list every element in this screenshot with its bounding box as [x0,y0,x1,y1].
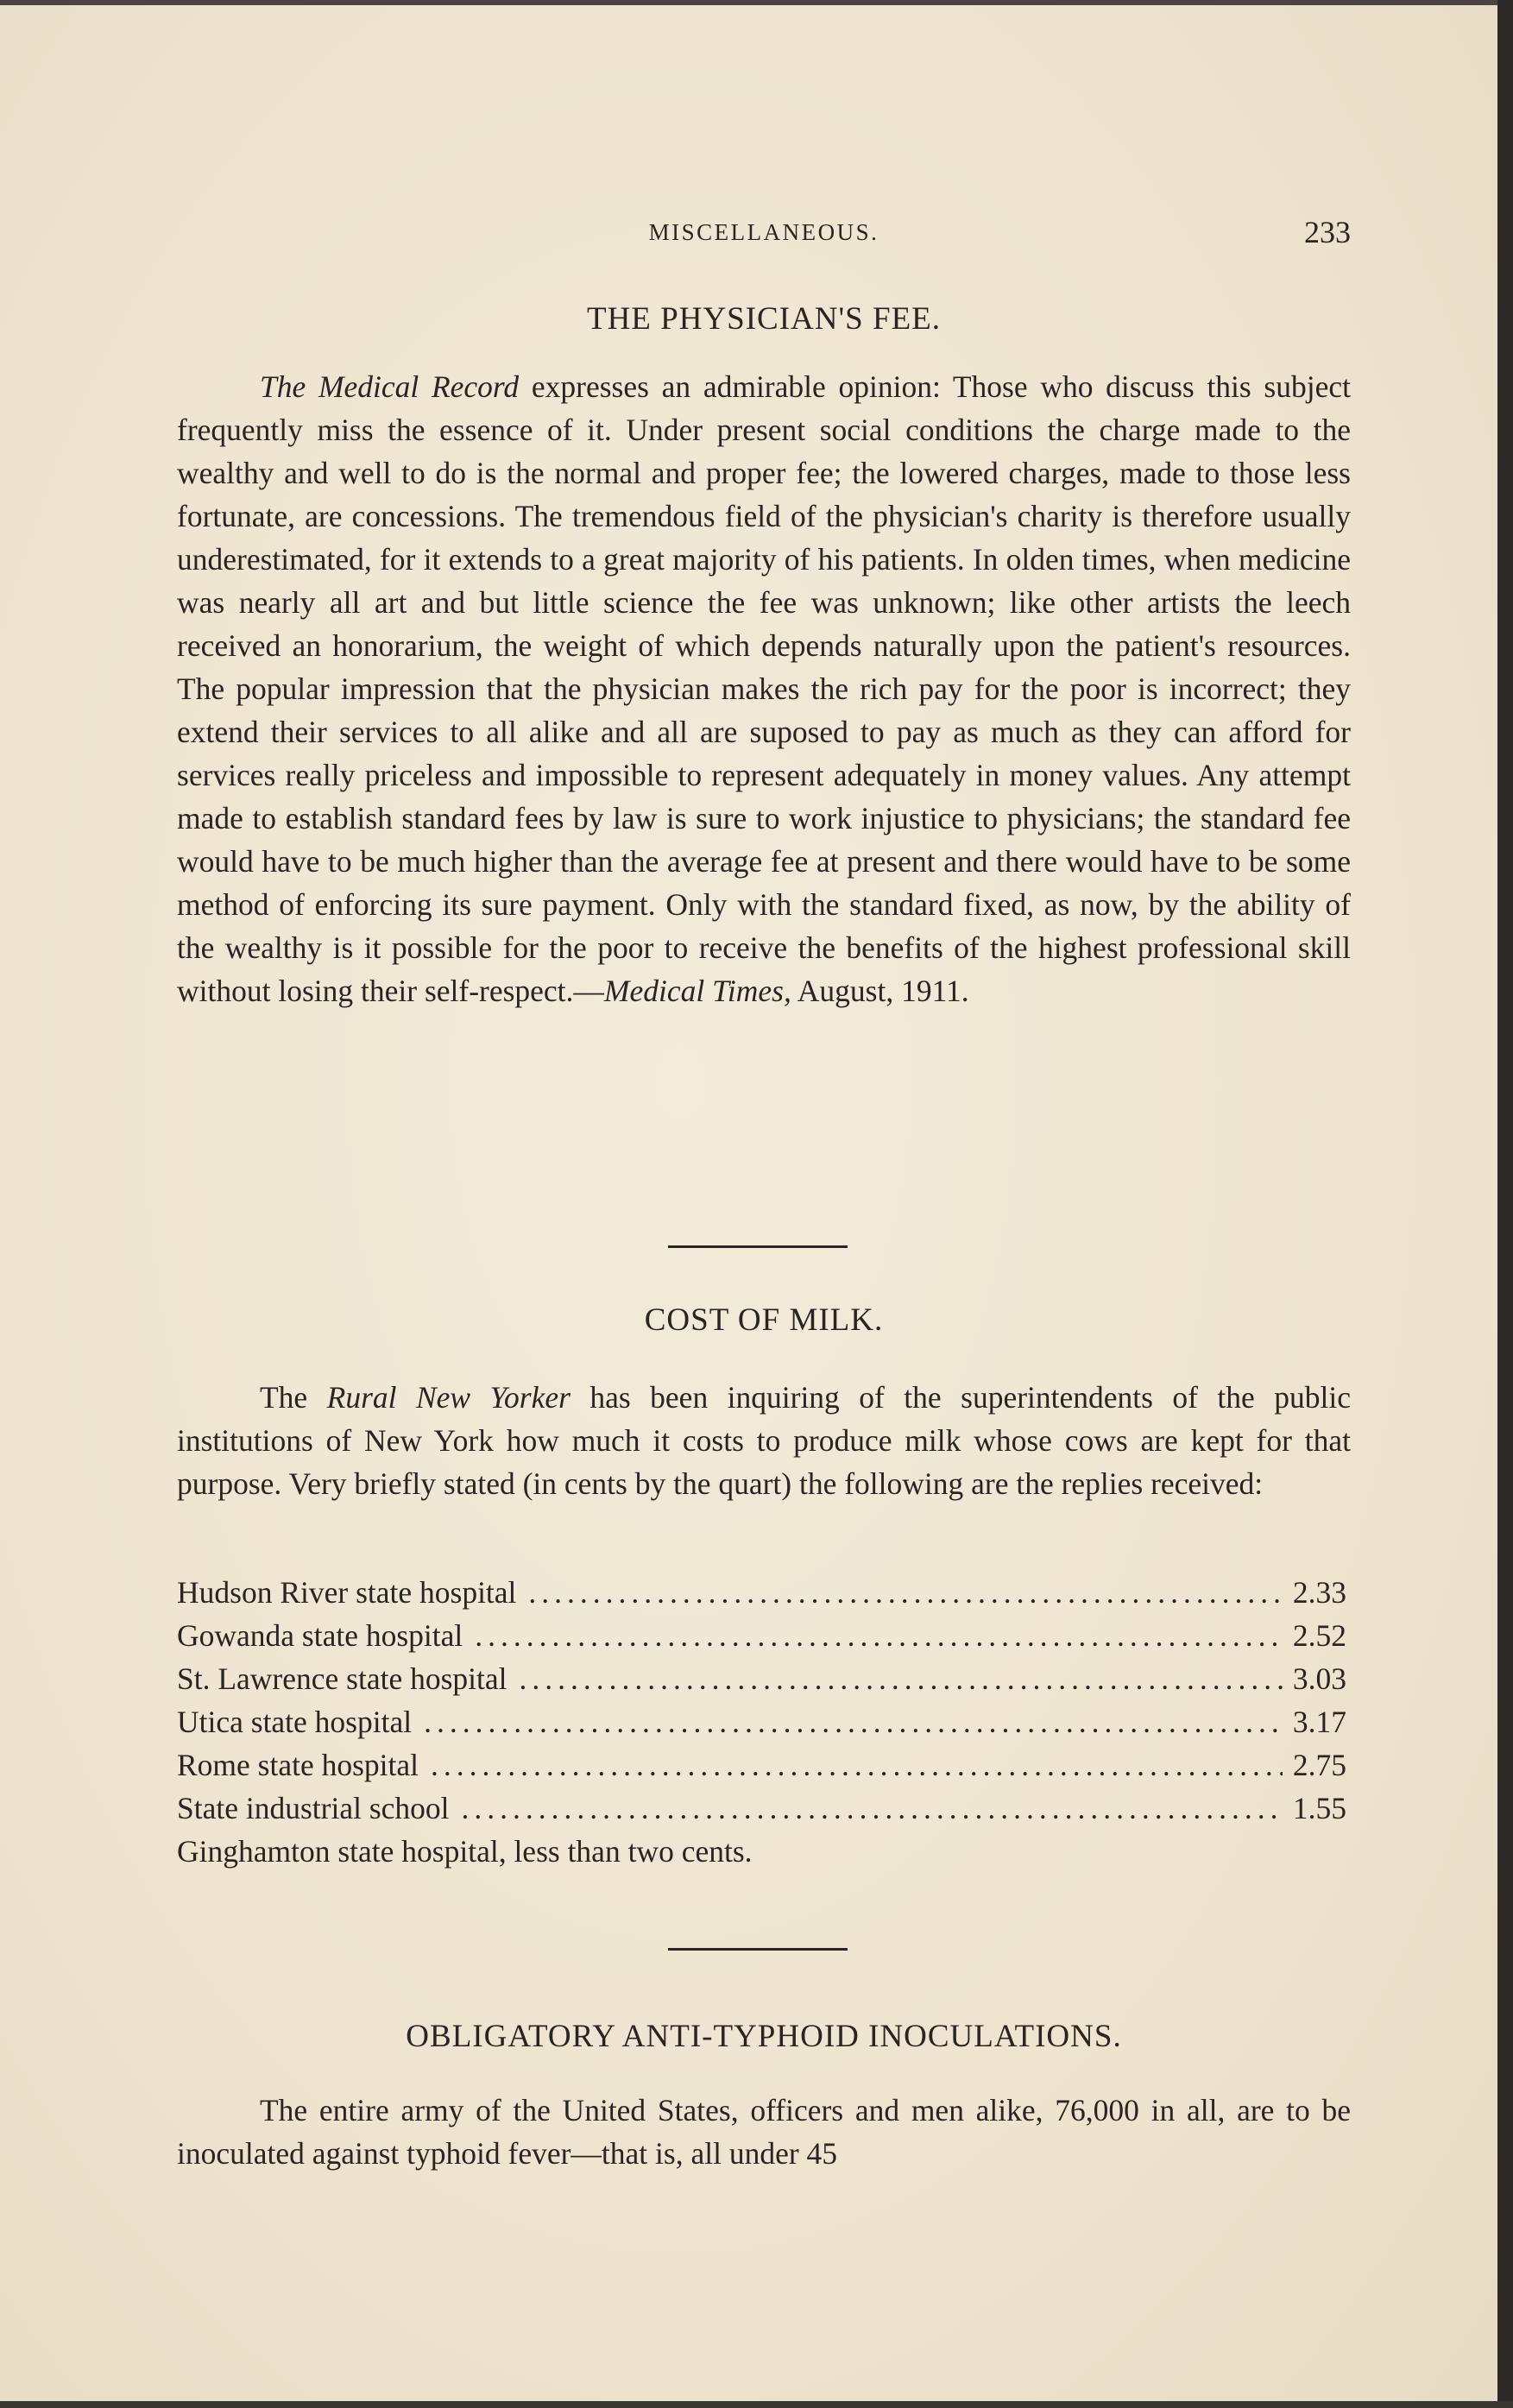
cost-value: 3.03 [1292,1661,1346,1696]
source-citation: Medical Times, [603,974,791,1008]
institution-name: Gowanda state hospital [177,1618,463,1653]
publication-title: Rural New Yorker [326,1380,571,1415]
section-heading-cost-of-milk: COST OF MILK. [644,1302,884,1338]
physicians-fee-paragraph [177,365,1351,1012]
table-row [177,1700,1346,1743]
table-row [177,1571,1346,1614]
paragraph-text: expresses an admirable opinion: Those who discuss this subject frequently miss the essence of it. Under present social conditions the charge made to the wealthy and well to do is the normal and proper fee; the lowered charges, made to those less fortunate, are concessions. The tremendous field of the physician's charity is therefore usually underestimated, for it extends to a great majority of his patients. In olden times, when medicine was nearly all art and but little science the fee was unknown; like other artists the leech received an honorarium, the weight of which depends naturally upon the patient's resources. The popular impression that the physician makes the rich pay for the poor is incorrect; they extend their services to all alike and all are suposed to pay as much as they can afford for services really priceless and impossible to represent adequately in money values. Any attempt made to establish standard fees by law is sure to work injustice to physicians; the standard fee would have to be much higher than the average fee at present and there would have to be some method of enforcing its sure payment. Only with the standard fixed, as now, by the ability of the wealthy is it possible for the poor to receive the benefits of the highest professional skill without losing their self-respect.— [177,369,1351,1008]
cost-value: 1.55 [1292,1791,1346,1825]
dot-leader [431,1743,1283,1787]
running-head: MISCELLANEOUS. [648,219,879,245]
cost-value: 2.33 [1292,1575,1346,1610]
institution-name: Hudson River state hospital [177,1575,517,1610]
section-divider [668,1245,848,1248]
institution-note: Ginghamton state hospital, less than two cents. [177,1834,753,1869]
dot-leader [528,1571,1282,1614]
intro-text: has been inquiring of the superintendents of the public institutions of New York how much it costs to produce milk whose cows are kept for that purpose. Very briefly stated (in cents by the quart) the following are the replies received: [177,1380,1351,1501]
institution-name: State industrial school [177,1791,450,1825]
cost-value: 3.17 [1292,1705,1346,1739]
cost-value: 2.52 [1292,1618,1346,1653]
publication-title: The Medical Record [260,369,520,404]
dot-leader [424,1700,1283,1743]
anti-typhoid-paragraph: The entire army of the United States, officers and men alike, 76,000 in all, are to be inoculated against typhoid fever—that is, all under 45 [177,2093,1351,2171]
page-header [177,214,1351,257]
section-heading-anti-typhoid: OBLIGATORY ANTI-TYPHOID INOCULATIONS. [406,2019,1122,2054]
page-bottom-edge [0,2401,1513,2408]
table-row [177,1657,1346,1700]
table-row [177,1787,1346,1830]
institution-name: Rome state hospital [177,1748,419,1782]
institution-name: St. Lawrence state hospital [177,1661,507,1696]
table-row [177,1614,1346,1657]
page-right-edge [1497,0,1513,2408]
table-row-note [177,1830,1346,1873]
dot-leader [520,1657,1283,1700]
cost-value: 2.75 [1292,1748,1346,1782]
page-top-edge [0,0,1513,5]
table-row [177,1743,1346,1787]
intro-text: The [260,1380,327,1415]
section-heading-physicians-fee: THE PHYSICIAN'S FEE. [586,301,942,337]
milk-cost-table [177,1571,1346,1873]
page-number: 233 [1304,215,1351,249]
section-divider [668,1948,848,1951]
dot-leader [475,1614,1283,1657]
cost-of-milk-paragraph [177,1376,1351,1505]
institution-name: Utica state hospital [177,1705,413,1739]
source-date: August, 1911. [791,974,969,1008]
dot-leader [462,1787,1283,1830]
